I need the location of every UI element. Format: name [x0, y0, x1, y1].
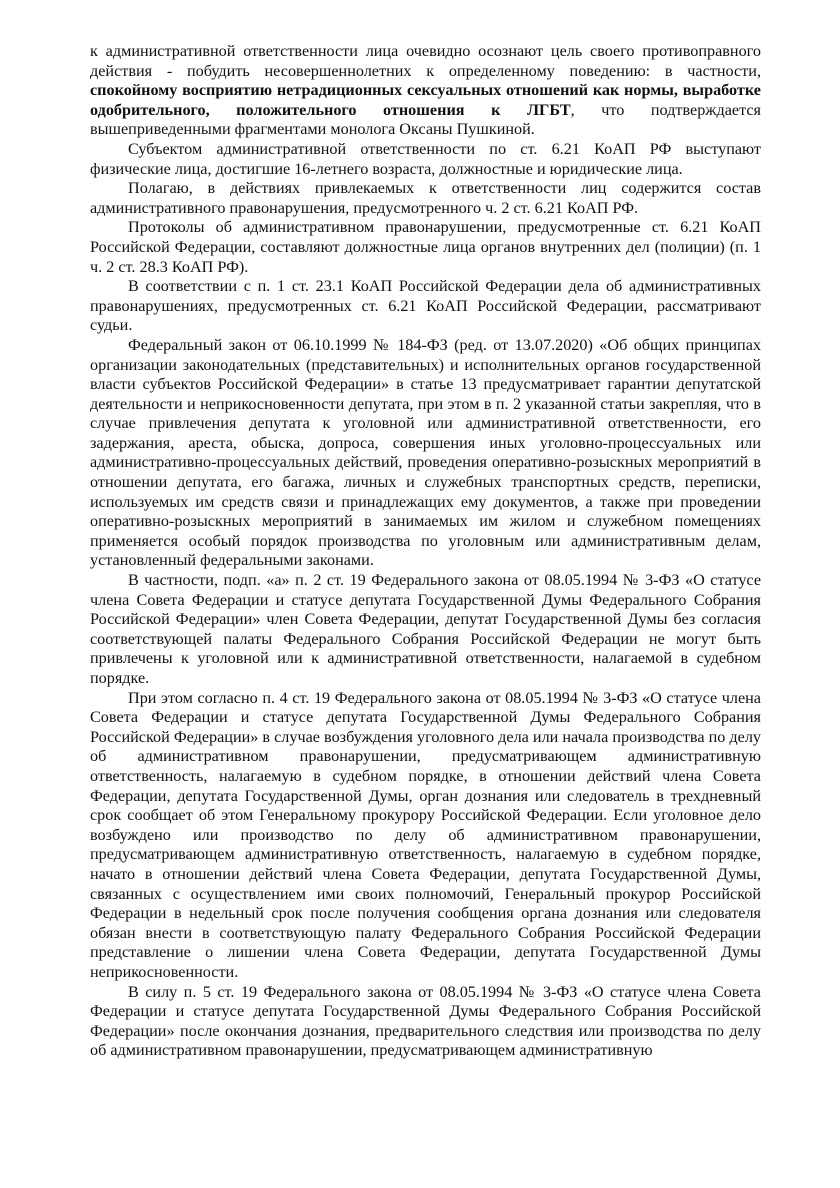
paragraph-1-bold: спокойному восприятию нетрадиционных сексуальных отношений как нормы, выработке одобрительного, положительного отношения к ЛГБТ [90, 81, 761, 119]
paragraph-1-start: к административной ответственности лица очевидно осознают цель своего противоправного действия - побудить несовершеннолетних к определенному поведению: в частности, [90, 42, 761, 80]
paragraph-6: Федеральный закон от 06.10.1999 № 184-ФЗ (ред. от 13.07.2020) «Об общих принципах организации законодательных (представительных) и исполнительных органов государственной власти субъектов Российской Федерации» в статье 13 предусматривает гарантии депутатской деятельности и неприкосновенности депутата, при этом в п. 2 указанной статьи закрепляя, что в случае привлечения депутата к уголовной или административной ответственности, его задержания, ареста, обыска, допроса, совершения иных уголовно-процессуальных или административно-процессуальных действий, проведения оперативно-розыскных мероприятий в отношении депутата, его багажа, личных и служебных транспортных средств, переписки, используемых им средств связи и принадлежащих ему документов, а также при проведении оперативно-розыскных мероприятий в занимаемых им жилом и служебном помещениях применяется особый порядок производства по уголовным или административным делам, установленный федеральными законами. [90, 335, 761, 570]
paragraph-1-end: , что подтверждается вышеприведенными фрагментами монолога Оксаны Пушкиной. [90, 100, 762, 139]
paragraph-9: В силу п. 5 ст. 19 Федерального закона от 08.05.1994 № 3-ФЗ «О статусе члена Совета Федерации и статусе депутата Государственной Думы Федерального Собрания Российской Федерации» после окончания дознания, предварительного следствия или производства по делу об административном правонарушении, предусматривающем административную [90, 982, 761, 1060]
paragraph-5: В соответствии с п. 1 ст. 23.1 КоАП Российской Федерации дела об административных правонарушениях, предусмотренных ст. 6.21 КоАП Российской Федерации, рассматривают судьи. [90, 277, 761, 335]
paragraph-8: При этом согласно п. 4 ст. 19 Федерального закона от 08.05.1994 № 3-ФЗ «О статусе члена Совета Федерации и статусе депутата Государственной Думы Федерального Собрания Российской Федерации» в случае возбуждения уголовного дела или начала производства по делу об административном правонарушении, предусматривающем административную ответственность, налагаемую в судебном порядке, в отношении действий члена Совета Федерации, депутата Государственной Думы, орган дознания или следователь в трехдневный срок сообщает об этом Генеральному прокурору Российской Федерации. Если уголовное дело возбуждено или производство по делу об административном правонарушении, предусматривающем административную ответственность, налагаемую в судебном порядке, начато в отношении действий члена Совета Федерации, депутата Государственной Думы, связанных с осуществлением ими своих полномочий, Генеральный прокурор Российской Федерации в недельный срок после получения сообщения органа дознания или следователя обязан внести в соответствующую палату Федерального Собрания Российской Федерации представление о лишении члена Совета Федерации, депутата Государственной Думы неприкосновенности. [90, 688, 761, 981]
document-page [90, 42, 761, 1061]
paragraph-4: Протоколы об административном правонарушении, предусмотренные ст. 6.21 КоАП Российской Федерации, составляют должностные лица органов внутренних дел (полиции) (п. 1 ч. 2 ст. 28.3 КоАП РФ). [90, 218, 761, 276]
paragraph-7: В частности, подп. «а» п. 2 ст. 19 Федерального закона от 08.05.1994 № 3-ФЗ «О статусе члена Совета Федерации и статусе депутата Государственной Думы Федерального Собрания Российской Федерации» член Совета Федерации, депутат Государственной Думы без согласия соответствующей палаты Федерального Собрания Российской Федерации не могут быть привлечены к уголовной или к административной ответственности, налагаемой в судебном порядке. [90, 571, 761, 687]
paragraph-3: Полагаю, в действиях привлекаемых к ответственности лиц содержится состав административного правонарушения, предусмотренного ч. 2 ст. 6.21 КоАП РФ. [90, 179, 761, 217]
paragraph-2: Субъектом административной ответственности по ст. 6.21 КоАП РФ выступают физические лица, достигшие 16-летнего возраста, должностные и юридические лица. [90, 139, 761, 178]
paragraph-1 [90, 42, 761, 140]
